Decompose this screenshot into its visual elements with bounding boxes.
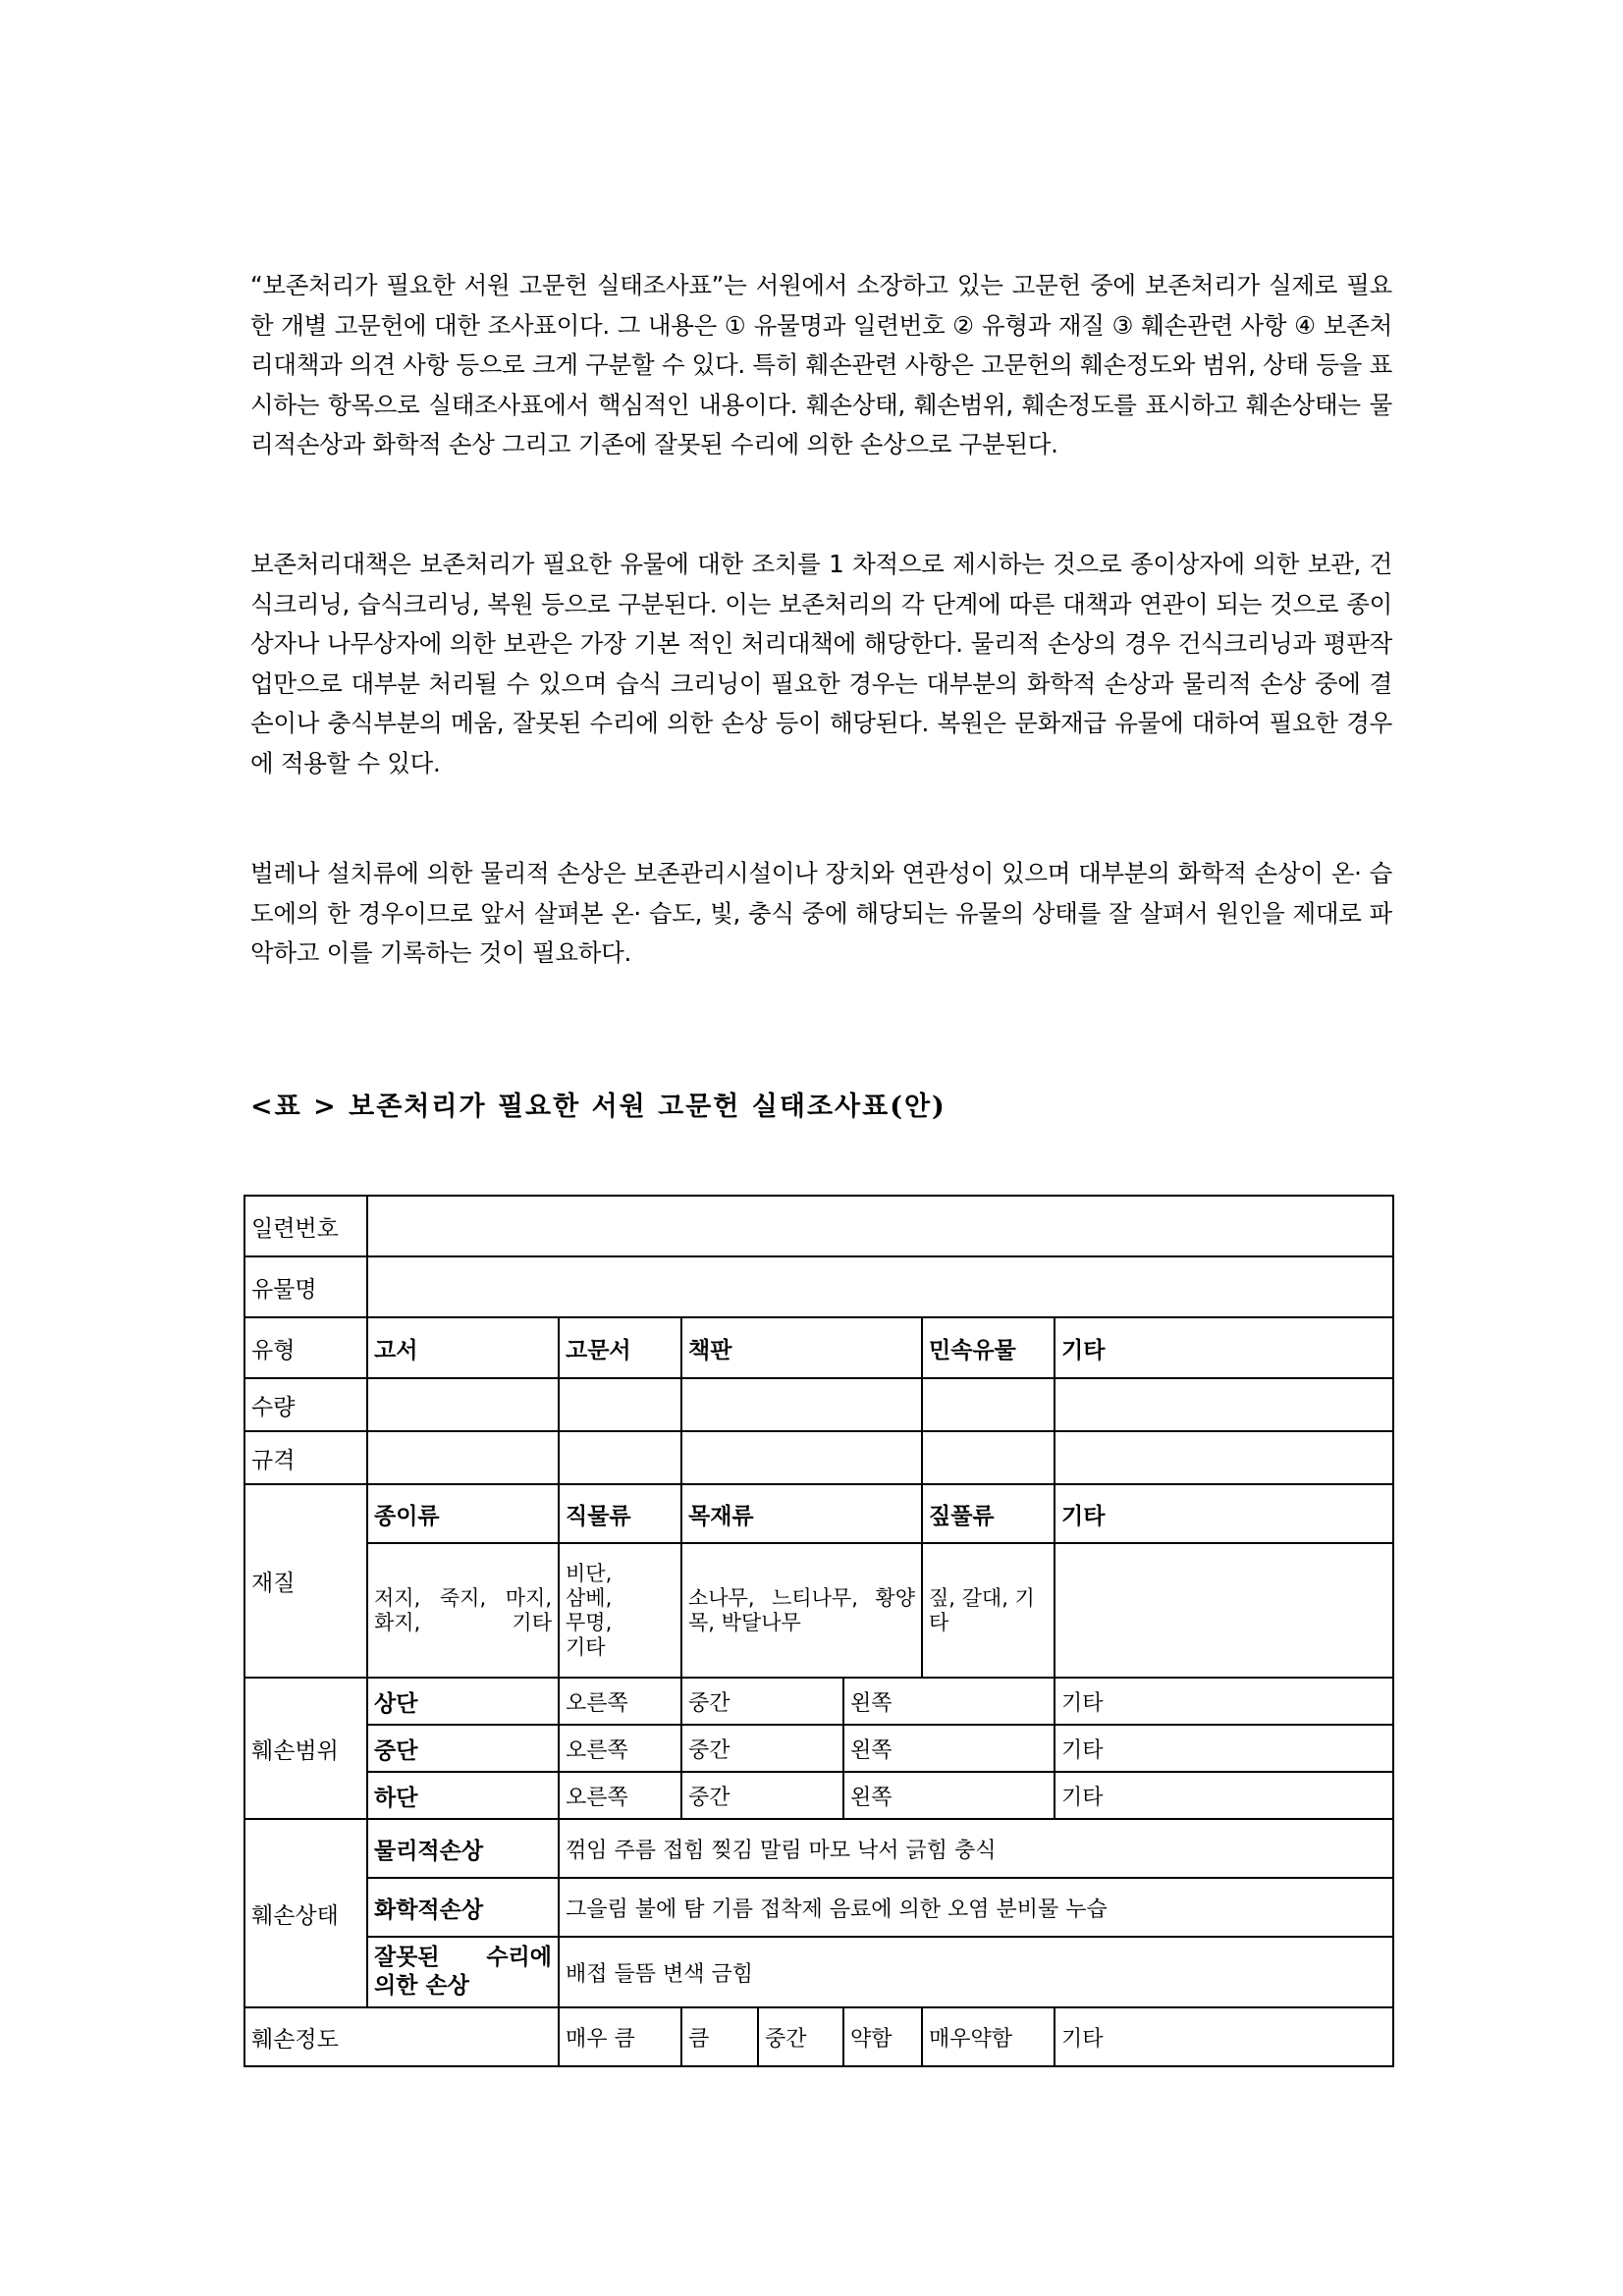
degree-option[interactable]: 매우 큼	[559, 2007, 681, 2066]
survey-table	[243, 1195, 1394, 2067]
textile-option: 삼베,	[566, 1585, 613, 1610]
type-option[interactable]: 고문서	[559, 1317, 681, 1378]
range-position[interactable]: 기타	[1055, 1725, 1393, 1772]
label-damage-state: 훼손상태	[244, 1819, 367, 2007]
range-position[interactable]: 기타	[1055, 1772, 1393, 1819]
label-type: 유형	[244, 1317, 367, 1378]
label-quantity: 수량	[244, 1378, 367, 1431]
material-textile-options[interactable]	[559, 1543, 681, 1678]
range-row-label: 하단	[367, 1772, 559, 1819]
material-header: 짚풀류	[922, 1484, 1055, 1543]
range-position[interactable]: 왼쪽	[843, 1725, 1055, 1772]
field-size[interactable]	[559, 1431, 681, 1484]
field-quantity[interactable]	[559, 1378, 681, 1431]
label-serial: 일련번호	[244, 1196, 367, 1256]
state-chemical-options[interactable]: 그을림 불에 탐 기름 접착제 음료에 의한 오염 분비물 누습	[559, 1878, 1393, 1937]
field-quantity[interactable]	[681, 1378, 922, 1431]
degree-option[interactable]: 큼	[682, 2008, 759, 2065]
degree-pair	[681, 2007, 843, 2066]
range-position[interactable]: 오른쪽	[559, 1725, 681, 1772]
type-option[interactable]: 기타	[1055, 1317, 1393, 1378]
label-material: 재질	[244, 1484, 367, 1678]
paragraph-causes: 벌레나 설치류에 의한 물리적 손상은 보존관리시설이나 장치와 연관성이 있으며 대부분의 화학적 손상이 온· 습도에의 한 경우이므로 앞서 살펴본 온· 습도, 빛, 충식 중에 해당되는 유물의 상태를 잘 살펴서 원인을 제대로 파악하고 이를 기록하는 것이 필요하다.	[250, 859, 1392, 967]
state-repair-options[interactable]: 배접 들뜸 변색 금힘	[559, 1937, 1393, 2007]
row-range-middle	[244, 1725, 1393, 1772]
paragraph-intro: “보존처리가 필요한 서원 고문헌 실태조사표”는 서원에서 소장하고 있는 고문헌 중에 보존처리가 실제로 필요한 개별 고문헌에 대한 조사표이다. 그 내용은 ① 유물명과 일련번호 ② 유형과 재질 ③ 훼손관련 사항 ④ 보존처리대책과 의견 사항 등으로 크게 구분할 수 있다. 특히 훼손관련 사항은 고문헌의 훼손정도와 범위, 상태 등을 표시하는 항목으로 실태조사표에서 핵심적인 내용이다. 훼손상태, 훼손범위, 훼손정도를 표시하고 훼손상태는 물리적손상과 화학적 손상 그리고 기존에 잘못된 수리에 의한 손상으로 구분된다.	[250, 271, 1392, 458]
row-state-physical	[244, 1819, 1393, 1878]
field-quantity[interactable]	[1055, 1378, 1393, 1431]
field-quantity[interactable]	[367, 1378, 559, 1431]
range-row-label: 중단	[367, 1725, 559, 1772]
range-position[interactable]: 중간	[681, 1678, 843, 1725]
material-header: 직물류	[559, 1484, 681, 1543]
range-position[interactable]: 오른쪽	[559, 1678, 681, 1725]
field-size[interactable]	[367, 1431, 559, 1484]
state-physical-label: 물리적손상	[367, 1819, 559, 1878]
row-damage-degree	[244, 2007, 1393, 2066]
material-header: 목재류	[681, 1484, 922, 1543]
state-repair-label-line1: 잘못된 수리에	[374, 1945, 552, 1970]
row-serial	[244, 1196, 1393, 1256]
state-repair-label	[367, 1937, 559, 2007]
table-caption: <표 > 보존처리가 필요한 서원 고문헌 실태조사표(안)	[250, 1092, 947, 1122]
state-chemical-label: 화학적손상	[367, 1878, 559, 1937]
textile-option: 비단,	[566, 1561, 613, 1585]
row-size	[244, 1431, 1393, 1484]
label-name: 유물명	[244, 1256, 367, 1317]
degree-option[interactable]: 중간	[765, 2026, 807, 2052]
material-straw-options[interactable]: 짚, 갈대, 기타	[922, 1543, 1055, 1678]
field-serial[interactable]	[367, 1196, 1393, 1256]
degree-option[interactable]: 기타	[1055, 2007, 1393, 2066]
paragraph-treatment: 보존처리대책은 보존처리가 필요한 유물에 대한 조치를 1 차적으로 제시하는 것으로 종이상자에 의한 보관, 건식크리닝, 습식크리닝, 복원 등으로 구분된다. 이는 보존처리의 각 단계에 따른 대책과 연관이 되는 것으로 종이상자나 나무상자에 의한 보관은 가장 기본 적인 처리대책에 해당한다. 물리적 손상의 경우 건식크리닝과 평판작업만으로 대부분 처리될 수 있으며 습식 크리닝이 필요한 경우는 대부분의 화학적 손상과 물리적 손상 중에 결손이나 충식부분의 메움, 잘못된 수리에 의한 손상 등이 해당된다. 복원은 문화재급 유물에 대하여 필요한 경우에 적용할 수 있다.	[250, 550, 1392, 777]
degree-option[interactable]: 매우약함	[922, 2007, 1055, 2066]
range-position[interactable]: 기타	[1055, 1678, 1393, 1725]
range-position[interactable]: 중간	[681, 1772, 843, 1819]
material-paper-options[interactable]: 저지, 죽지, 마지, 화지, 기타	[367, 1543, 559, 1678]
row-material-options	[244, 1543, 1393, 1678]
range-position[interactable]: 중간	[681, 1725, 843, 1772]
material-wood-options[interactable]: 소나무, 느티나무, 황양목, 박달나무	[681, 1543, 922, 1678]
material-other-field[interactable]	[1055, 1543, 1393, 1678]
degree-option[interactable]: 약함	[843, 2007, 922, 2066]
row-type	[244, 1317, 1393, 1378]
field-quantity[interactable]	[922, 1378, 1055, 1431]
row-material-headers	[244, 1484, 1393, 1543]
field-size[interactable]	[1055, 1431, 1393, 1484]
row-name	[244, 1256, 1393, 1317]
row-state-chemical	[244, 1878, 1393, 1937]
textile-option: 기타	[566, 1634, 606, 1659]
type-option[interactable]: 책판	[681, 1317, 922, 1378]
state-repair-label-line2: 의한 손상	[374, 1973, 469, 1999]
range-position[interactable]: 왼쪽	[843, 1678, 1055, 1725]
material-header: 종이류	[367, 1484, 559, 1543]
state-physical-options[interactable]: 꺾임 주름 접힘 찢김 말림 마모 낙서 긁힘 충식	[559, 1819, 1393, 1878]
range-position[interactable]: 왼쪽	[843, 1772, 1055, 1819]
label-damage-range: 훼손범위	[244, 1678, 367, 1819]
textile-option: 무명,	[566, 1610, 613, 1634]
row-quantity	[244, 1378, 1393, 1431]
field-size[interactable]	[681, 1431, 922, 1484]
row-state-repair	[244, 1937, 1393, 2007]
material-header: 기타	[1055, 1484, 1393, 1543]
row-range-top	[244, 1678, 1393, 1725]
type-option[interactable]: 민속유물	[922, 1317, 1055, 1378]
range-position[interactable]: 오른쪽	[559, 1772, 681, 1819]
type-option[interactable]: 고서	[367, 1317, 559, 1378]
range-row-label: 상단	[367, 1678, 559, 1725]
row-range-bottom	[244, 1772, 1393, 1819]
label-damage-degree: 훼손정도	[244, 2007, 559, 2066]
label-size: 규격	[244, 1431, 367, 1484]
field-size[interactable]	[922, 1431, 1055, 1484]
field-name[interactable]	[367, 1256, 1393, 1317]
